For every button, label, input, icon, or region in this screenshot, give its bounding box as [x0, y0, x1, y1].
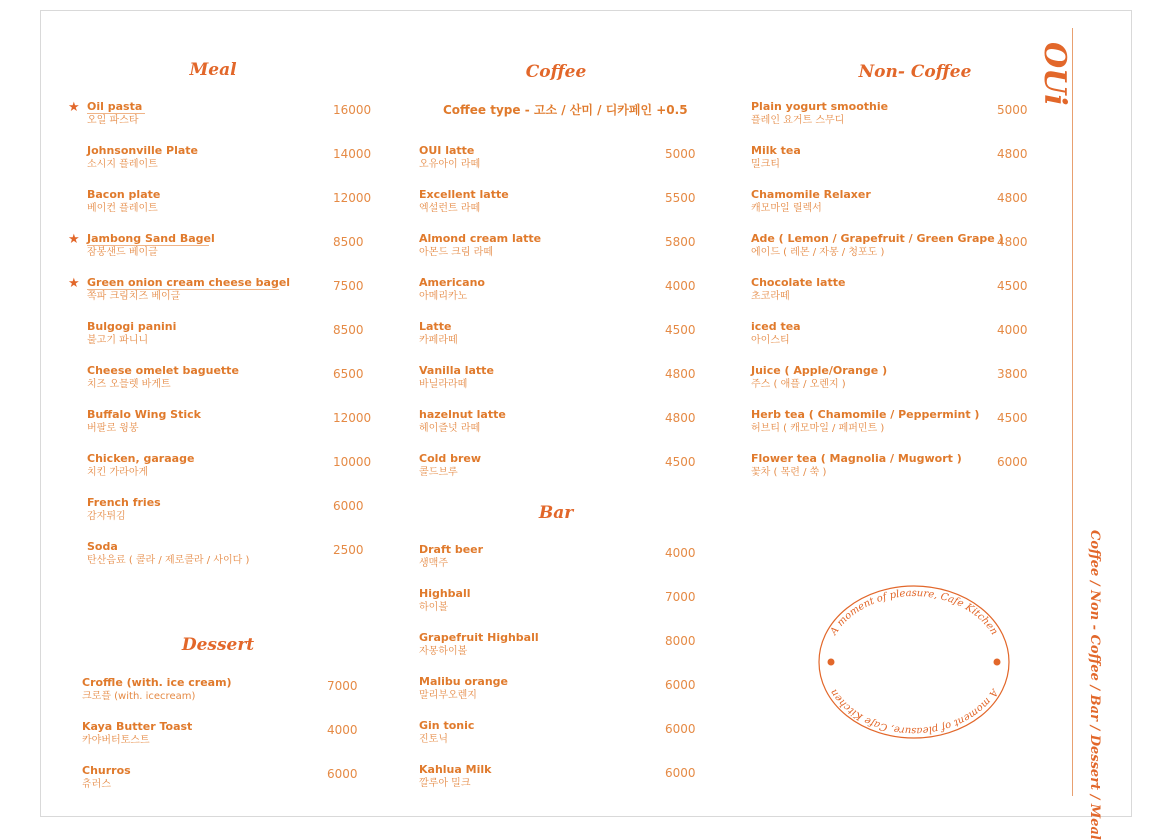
dessert-item-price: 6000: [327, 767, 358, 781]
item-korean-name: 잠봉샌드 베이글: [87, 247, 158, 258]
item-name: Croffle (with. ice cream): [82, 676, 232, 689]
item-name: Juice ( Apple/Orange ): [751, 364, 888, 377]
item-korean-name: 아몬드 크림 라떼: [419, 247, 493, 258]
star-icon: ★: [68, 232, 80, 247]
item-korean-name: 아메리카노: [419, 291, 468, 302]
brand-logo: OUi: [1037, 42, 1072, 106]
cafe-stamp: [814, 582, 1014, 742]
meal-item-price: 14000: [333, 147, 372, 161]
item-name: Jambong Sand Bagel: [87, 232, 215, 245]
meal-item-price: 16000: [333, 103, 372, 117]
bar-item-price: 6000: [665, 766, 696, 780]
item-korean-name: 베이컨 플레이트: [87, 203, 158, 214]
meal-item-price: 7500: [333, 279, 364, 293]
item-korean-name: 말리부오렌지: [419, 690, 477, 701]
item-korean-name: 탄산음료 ( 콜라 / 제로콜라 / 사이다 ): [87, 555, 250, 566]
coffee-menu-item: [419, 320, 458, 348]
bar-menu-item: [419, 719, 474, 747]
item-name: Buffalo Wing Stick: [87, 408, 201, 421]
noncoffee-menu-item: [751, 364, 887, 392]
item-name: Chamomile Relaxer: [751, 188, 871, 201]
item-name: Kaya Butter Toast: [82, 720, 193, 733]
meal-menu-item: [87, 232, 215, 260]
item-name: Churros: [82, 764, 131, 777]
coffee-menu-item: [419, 408, 506, 436]
item-korean-name: 아이스티: [751, 335, 790, 346]
coffee-menu-item: [419, 188, 509, 216]
dessert-menu-item: [82, 676, 232, 704]
meal-item-price: 8500: [333, 235, 364, 249]
item-name: Grapefruit Highball: [419, 631, 539, 644]
meal-menu-item: [87, 144, 198, 172]
coffee-item-price: 4500: [665, 323, 696, 337]
noncoffee-item-price: 4000: [997, 323, 1028, 337]
item-name: Plain yogurt smoothie: [751, 100, 889, 113]
item-korean-name: 꽃차 ( 목련 / 쑥 ): [751, 467, 827, 478]
highlight-underline: [87, 113, 145, 114]
coffee-menu-item: [419, 276, 485, 304]
dessert-section-title: Dessert: [181, 635, 255, 655]
coffee-item-price: 5000: [665, 147, 696, 161]
bar-menu-item: [419, 675, 508, 703]
bar-item-price: 8000: [665, 634, 696, 648]
bar-menu-item: [419, 631, 539, 659]
item-name: Soda: [87, 540, 118, 553]
meal-item-price: 8500: [333, 323, 364, 337]
stamp-top-text: A moment of pleasure, Cafe Kitchen: [828, 587, 1000, 638]
item-name: Chocolate latte: [751, 276, 846, 289]
dessert-menu-item: [82, 764, 131, 792]
coffee-menu-item: [419, 364, 494, 392]
item-name: Vanilla latte: [419, 364, 494, 377]
meal-item-price: 10000: [333, 455, 372, 469]
item-korean-name: 카야버터토스트: [82, 735, 150, 746]
item-korean-name: 초코라떼: [751, 291, 790, 302]
bar-section-title: Bar: [538, 503, 574, 523]
meal-menu-item: [87, 364, 239, 392]
noncoffee-menu-item: [751, 100, 888, 128]
item-korean-name: 콜드브루: [419, 467, 458, 478]
noncoffee-item-price: 5000: [997, 103, 1028, 117]
item-korean-name: 하이볼: [419, 602, 448, 613]
item-name: Draft beer: [419, 543, 484, 556]
star-icon: ★: [68, 276, 80, 291]
item-korean-name: 캐모마일 릴렉서: [751, 203, 822, 214]
item-name: Almond cream latte: [419, 232, 542, 245]
item-korean-name: 헤이즐넛 라떼: [419, 423, 481, 434]
noncoffee-menu-item: [751, 320, 801, 348]
item-korean-name: 생맥주: [419, 558, 448, 569]
meal-menu-item: [87, 540, 249, 568]
item-name: Oil pasta: [87, 100, 143, 113]
item-name: Herb tea ( Chamomile / Peppermint ): [751, 408, 980, 421]
item-korean-name: 바닐라라떼: [419, 379, 468, 390]
item-name: Bulgogi panini: [87, 320, 177, 333]
item-korean-name: 깔루아 밀크: [419, 778, 471, 789]
coffee-item-price: 4000: [665, 279, 696, 293]
item-korean-name: 밀크티: [751, 159, 780, 170]
item-name: Americano: [419, 276, 485, 289]
svg-text:A moment of pleasure, Cafe Kit: [828, 686, 1000, 736]
coffee-menu-item: [419, 232, 541, 260]
bar-item-price: 4000: [665, 546, 696, 560]
side-category-nav: Coffee / Non - Coffee / Bar / Dessert / Meal: [1087, 530, 1102, 840]
item-korean-name: 감자튀김: [87, 511, 126, 522]
coffee-section-title: Coffee: [525, 62, 587, 82]
noncoffee-item-price: 4800: [997, 147, 1028, 161]
item-name: Excellent latte: [419, 188, 509, 201]
item-name: Milk tea: [751, 144, 801, 157]
coffee-item-price: 4800: [665, 367, 696, 381]
item-korean-name: 치킨 가라아게: [87, 467, 149, 478]
item-korean-name: 크로플 (with. icecream): [82, 691, 196, 702]
bar-item-price: 6000: [665, 678, 696, 692]
meal-item-price: 2500: [333, 543, 364, 557]
noncoffee-item-price: 4500: [997, 279, 1028, 293]
item-korean-name: 버팔로 윙봉: [87, 423, 139, 434]
item-name: Flower tea ( Magnolia / Mugwort ): [751, 452, 962, 465]
highlight-underline: [87, 245, 209, 246]
item-korean-name: 자몽하이볼: [419, 646, 468, 657]
item-korean-name: 오일 파스타: [87, 115, 139, 126]
item-korean-name: 오유아이 라떼: [419, 159, 481, 170]
coffee-menu-item: [419, 144, 480, 172]
meal-item-price: 12000: [333, 191, 372, 205]
item-korean-name: 츄러스: [82, 779, 111, 790]
stamp-bottom-text: A moment of pleasure, Cafe Kitchen: [828, 686, 1000, 737]
noncoffee-item-price: 4500: [997, 411, 1028, 425]
item-name: OUI latte: [419, 144, 475, 157]
meal-item-price: 12000: [333, 411, 372, 425]
noncoffee-menu-item: [751, 452, 962, 480]
dessert-item-price: 7000: [327, 679, 358, 693]
noncoffee-item-price: 4800: [997, 191, 1028, 205]
coffee-menu-item: [419, 452, 481, 480]
item-name: Malibu orange: [419, 675, 509, 688]
star-icon: ★: [68, 100, 80, 115]
item-korean-name: 치즈 오믈렛 바게트: [87, 379, 171, 390]
item-name: Latte: [419, 320, 452, 333]
dessert-item-price: 4000: [327, 723, 358, 737]
item-korean-name: 플레인 요거트 스무디: [751, 115, 845, 126]
divider-line: [1072, 28, 1073, 796]
item-name: Chicken, garaage: [87, 452, 195, 465]
item-korean-name: 불고기 파니니: [87, 335, 149, 346]
noncoffee-menu-item: [751, 188, 871, 216]
noncoffee-item-price: 3800: [997, 367, 1028, 381]
item-korean-name: 소시지 플레이트: [87, 159, 158, 170]
item-name: Kahlua Milk: [419, 763, 492, 776]
meal-menu-item: [87, 100, 142, 128]
item-name: French fries: [87, 496, 161, 509]
item-korean-name: 에이드 ( 레몬 / 자몽 / 청포도 ): [751, 247, 885, 258]
bar-item-price: 6000: [665, 722, 696, 736]
meal-item-price: 6500: [333, 367, 364, 381]
item-name: Bacon plate: [87, 188, 161, 201]
noncoffee-menu-item: [751, 144, 801, 172]
meal-section-title: Meal: [189, 60, 237, 80]
item-name: Cheese omelet baguette: [87, 364, 239, 377]
item-korean-name: 엑설런트 라떼: [419, 203, 481, 214]
coffee-type-note: Coffee type - 고소 / 산미 / 디카페인 +0.5: [443, 103, 688, 117]
bar-menu-item: [419, 763, 491, 791]
highlight-underline: [87, 289, 279, 290]
meal-menu-item: [87, 452, 194, 480]
coffee-item-price: 4500: [665, 455, 696, 469]
noncoffee-menu-item: [751, 408, 979, 436]
meal-menu-item: [87, 276, 290, 304]
meal-item-price: 6000: [333, 499, 364, 513]
coffee-item-price: 5500: [665, 191, 696, 205]
noncoffee-item-price: 4800: [997, 235, 1028, 249]
coffee-item-price: 4800: [665, 411, 696, 425]
item-korean-name: 주스 ( 애플 / 오렌지 ): [751, 379, 846, 390]
item-korean-name: 카페라떼: [419, 335, 458, 346]
item-name: Ade ( Lemon / Grapefruit / Green Grape ): [751, 232, 1004, 245]
item-name: Gin tonic: [419, 719, 475, 732]
item-korean-name: 쪽파 크림치즈 베이글: [87, 291, 181, 302]
svg-text:A moment of pleasure, Cafe Kit: [828, 588, 1000, 638]
item-name: Green onion cream cheese bagel: [87, 276, 291, 289]
noncoffee-item-price: 6000: [997, 455, 1028, 469]
item-name: Johnsonville Plate: [87, 144, 198, 157]
noncoffee-menu-item: [751, 232, 1004, 260]
item-name: Cold brew: [419, 452, 482, 465]
bar-menu-item: [419, 587, 471, 615]
meal-menu-item: [87, 188, 160, 216]
bar-menu-item: [419, 543, 483, 571]
item-name: hazelnut latte: [419, 408, 506, 421]
meal-menu-item: [87, 320, 176, 348]
noncoffee-menu-item: [751, 276, 845, 304]
bar-item-price: 7000: [665, 590, 696, 604]
item-korean-name: 허브티 ( 캐모마일 / 페퍼민트 ): [751, 423, 885, 434]
coffee-item-price: 5800: [665, 235, 696, 249]
meal-menu-item: [87, 408, 201, 436]
item-name: iced tea: [751, 320, 801, 333]
item-korean-name: 진토닉: [419, 734, 448, 745]
noncoffee-section-title: Non- Coffee: [858, 62, 972, 82]
meal-menu-item: [87, 496, 161, 524]
item-name: Highball: [419, 587, 471, 600]
dessert-menu-item: [82, 720, 192, 748]
